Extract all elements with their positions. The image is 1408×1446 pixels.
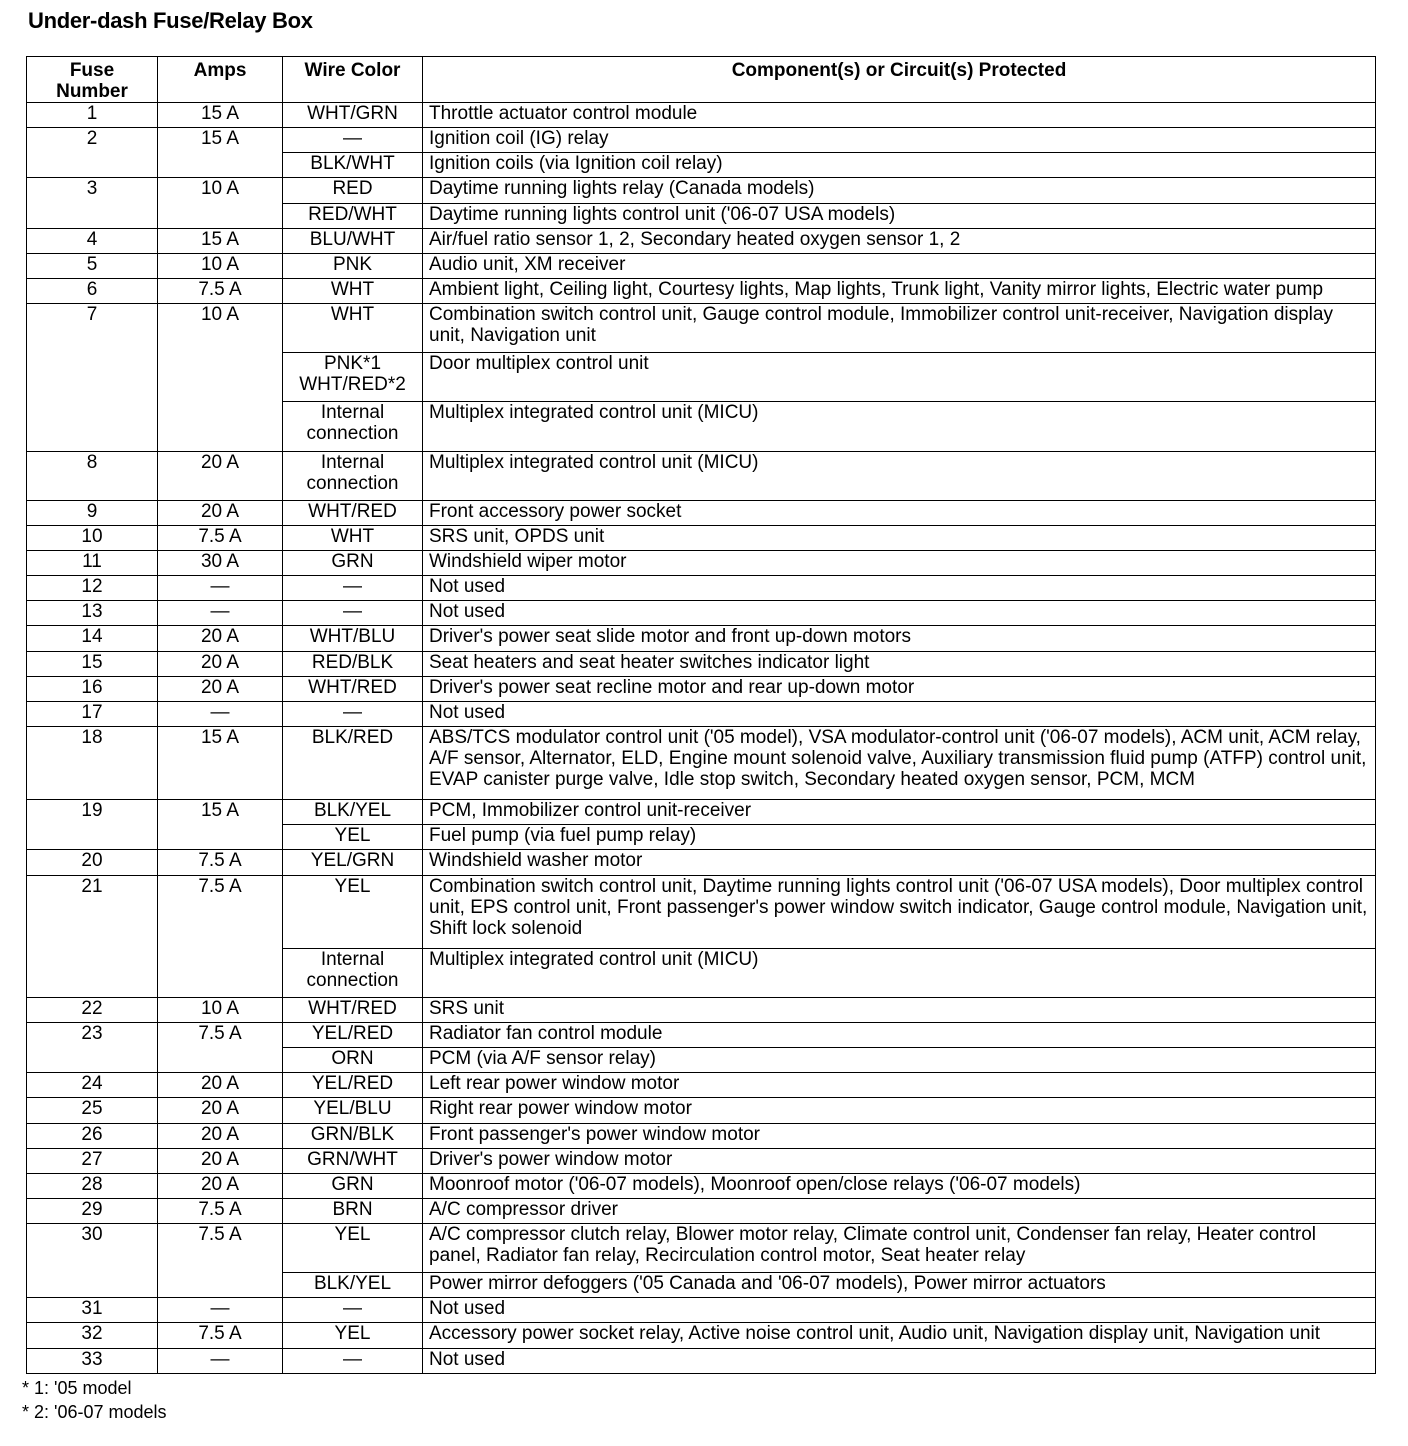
- fuse-number-cell: 14: [27, 626, 158, 651]
- component-cell: Windshield washer motor: [423, 850, 1376, 875]
- table-row: [27, 550, 1376, 575]
- wire-color-cell: —: [283, 1298, 423, 1323]
- wire-color-cell: —: [283, 701, 423, 726]
- wire-color-cell: WHT: [283, 278, 423, 303]
- wire-color-cell: YEL/RED: [283, 1073, 423, 1098]
- component-cell: Audio unit, XM receiver: [423, 253, 1376, 278]
- component-cell: Power mirror defoggers ('05 Canada and '06-07 models), Power mirror actuators: [423, 1273, 1376, 1298]
- wire-color-cell: PNK: [283, 253, 423, 278]
- amps-cell: 20 A: [158, 1148, 283, 1173]
- fuse-number-cell: 29: [27, 1198, 158, 1223]
- wire-color-cell: Internal connection: [283, 948, 423, 997]
- component-cell: Daytime running lights relay (Canada models): [423, 178, 1376, 203]
- table-row: [27, 997, 1376, 1022]
- amps-cell: 15 A: [158, 726, 283, 799]
- fuse-number-cell: 11: [27, 550, 158, 575]
- fuse-number-cell: 9: [27, 500, 158, 525]
- wire-color-cell: WHT/BLU: [283, 626, 423, 651]
- header-amps: Amps: [158, 57, 283, 103]
- wire-color-cell: PNK*1 WHT/RED*2: [283, 353, 423, 402]
- fuse-number-cell: 28: [27, 1173, 158, 1198]
- wire-color-cell: —: [283, 601, 423, 626]
- amps-cell: 7.5 A: [158, 1022, 283, 1072]
- fuse-table: [26, 56, 1376, 1374]
- table-row: [27, 601, 1376, 626]
- table-row: [27, 1224, 1376, 1273]
- component-cell: Multiplex integrated control unit (MICU): [423, 402, 1376, 451]
- wire-color-cell: BLK/WHT: [283, 153, 423, 178]
- wire-color-cell: ORN: [283, 1048, 423, 1073]
- wire-color-cell: WHT/RED: [283, 500, 423, 525]
- component-cell: ABS/TCS modulator control unit ('05 model), VSA modulator-control unit ('06-07 models), ACM unit, ACM relay, A/F sensor, Alternator, ELD, Engine mount solenoid valve, Auxiliary transmission fluid pump (ATFP) control unit, EVAP canister purge valve, Idle stop switch, Secondary heated oxygen sensor, PCM, MCM: [423, 726, 1376, 799]
- amps-cell: 20 A: [158, 676, 283, 701]
- component-cell: Air/fuel ratio sensor 1, 2, Secondary heated oxygen sensor 1, 2: [423, 228, 1376, 253]
- amps-cell: 20 A: [158, 1098, 283, 1123]
- component-cell: Daytime running lights control unit ('06-07 USA models): [423, 203, 1376, 228]
- wire-color-cell: WHT/RED: [283, 997, 423, 1022]
- component-cell: Not used: [423, 1298, 1376, 1323]
- table-row: [27, 103, 1376, 128]
- table-row: [27, 651, 1376, 676]
- amps-cell: 15 A: [158, 128, 283, 178]
- amps-cell: 7.5 A: [158, 525, 283, 550]
- wire-color-cell: GRN/BLK: [283, 1123, 423, 1148]
- wire-color-cell: YEL/BLU: [283, 1098, 423, 1123]
- wire-color-cell: —: [283, 128, 423, 153]
- wire-color-cell: BLK/YEL: [283, 800, 423, 825]
- component-cell: SRS unit, OPDS unit: [423, 525, 1376, 550]
- component-cell: Driver's power seat slide motor and front up-down motors: [423, 626, 1376, 651]
- wire-color-cell: WHT/RED: [283, 676, 423, 701]
- table-row: [27, 701, 1376, 726]
- amps-cell: 20 A: [158, 1173, 283, 1198]
- amps-cell: 7.5 A: [158, 1323, 283, 1348]
- fuse-number-cell: 4: [27, 228, 158, 253]
- fuse-number-cell: 21: [27, 875, 158, 997]
- component-cell: A/C compressor clutch relay, Blower motor relay, Climate control unit, Condenser fan relay, Heater control panel, Radiator fan relay, Recirculation control motor, Seat heater relay: [423, 1224, 1376, 1273]
- table-row: [27, 500, 1376, 525]
- wire-color-cell: Internal connection: [283, 402, 423, 451]
- table-row: [27, 228, 1376, 253]
- fuse-number-cell: 22: [27, 997, 158, 1022]
- amps-cell: —: [158, 1298, 283, 1323]
- table-row: [27, 128, 1376, 153]
- component-cell: Radiator fan control module: [423, 1022, 1376, 1047]
- component-cell: PCM (via A/F sensor relay): [423, 1048, 1376, 1073]
- amps-cell: 20 A: [158, 626, 283, 651]
- table-row: [27, 451, 1376, 500]
- fuse-number-cell: 3: [27, 178, 158, 228]
- wire-color-cell: YEL: [283, 1224, 423, 1273]
- component-cell: Accessory power socket relay, Active noise control unit, Audio unit, Navigation display unit, Navigation unit: [423, 1323, 1376, 1348]
- fuse-number-cell: 24: [27, 1073, 158, 1098]
- fuse-number-cell: 5: [27, 253, 158, 278]
- table-row: [27, 278, 1376, 303]
- table-row: [27, 1198, 1376, 1223]
- amps-cell: 7.5 A: [158, 850, 283, 875]
- amps-cell: 7.5 A: [158, 278, 283, 303]
- header-component: Component(s) or Circuit(s) Protected: [423, 57, 1376, 103]
- component-cell: SRS unit: [423, 997, 1376, 1022]
- table-row: [27, 525, 1376, 550]
- wire-color-cell: WHT: [283, 525, 423, 550]
- amps-cell: 20 A: [158, 500, 283, 525]
- fuse-number-cell: 6: [27, 278, 158, 303]
- component-cell: Windshield wiper motor: [423, 550, 1376, 575]
- table-row: [27, 1298, 1376, 1323]
- fuse-number-cell: 32: [27, 1323, 158, 1348]
- fuse-table-body: [27, 103, 1376, 1374]
- table-row: [27, 1348, 1376, 1373]
- fuse-number-cell: 10: [27, 525, 158, 550]
- wire-color-cell: YEL/RED: [283, 1022, 423, 1047]
- amps-cell: —: [158, 601, 283, 626]
- component-cell: Not used: [423, 701, 1376, 726]
- amps-cell: 15 A: [158, 800, 283, 850]
- table-row: [27, 304, 1376, 353]
- table-row: [27, 626, 1376, 651]
- component-cell: Throttle actuator control module: [423, 103, 1376, 128]
- wire-color-cell: —: [283, 576, 423, 601]
- footnote: * 1: '05 model: [22, 1378, 132, 1398]
- amps-cell: 20 A: [158, 1073, 283, 1098]
- amps-cell: 7.5 A: [158, 875, 283, 997]
- fuse-number-cell: 26: [27, 1123, 158, 1148]
- amps-cell: 20 A: [158, 451, 283, 500]
- wire-color-cell: —: [283, 1348, 423, 1373]
- amps-cell: —: [158, 1348, 283, 1373]
- amps-cell: 20 A: [158, 1123, 283, 1148]
- wire-color-cell: RED: [283, 178, 423, 203]
- table-header-row: [27, 57, 1376, 103]
- header-fuse-number: Fuse Number: [27, 57, 158, 103]
- table-row: [27, 1148, 1376, 1173]
- fuse-number-cell: 7: [27, 304, 158, 451]
- wire-color-cell: Internal connection: [283, 451, 423, 500]
- fuse-number-cell: 20: [27, 850, 158, 875]
- component-cell: Fuel pump (via fuel pump relay): [423, 825, 1376, 850]
- header-wire-color: Wire Color: [283, 57, 423, 103]
- component-cell: Not used: [423, 576, 1376, 601]
- table-row: [27, 1073, 1376, 1098]
- amps-cell: —: [158, 576, 283, 601]
- fuse-number-cell: 8: [27, 451, 158, 500]
- wire-color-cell: BRN: [283, 1198, 423, 1223]
- amps-cell: 20 A: [158, 651, 283, 676]
- table-row: [27, 178, 1376, 203]
- component-cell: Multiplex integrated control unit (MICU): [423, 451, 1376, 500]
- wire-color-cell: RED/WHT: [283, 203, 423, 228]
- component-cell: Combination switch control unit, Gauge control module, Immobilizer control unit-receiver, Navigation display unit, Navigation unit: [423, 304, 1376, 353]
- component-cell: Ambient light, Ceiling light, Courtesy lights, Map lights, Trunk light, Vanity mirror lights, Electric water pump: [423, 278, 1376, 303]
- fuse-number-cell: 2: [27, 128, 158, 178]
- footnote: * 2: '06-07 models: [22, 1402, 167, 1422]
- component-cell: Multiplex integrated control unit (MICU): [423, 948, 1376, 997]
- component-cell: Driver's power seat recline motor and rear up-down motor: [423, 676, 1376, 701]
- wire-color-cell: YEL/GRN: [283, 850, 423, 875]
- fuse-number-cell: 25: [27, 1098, 158, 1123]
- wire-color-cell: BLK/RED: [283, 726, 423, 799]
- amps-cell: 15 A: [158, 103, 283, 128]
- component-cell: Combination switch control unit, Daytime running lights control unit ('06-07 USA models), Door multiplex control unit, EPS control unit, Front passenger's power window switch indicator, Gauge control module, Navigation unit, Shift lock solenoid: [423, 875, 1376, 948]
- wire-color-cell: YEL: [283, 825, 423, 850]
- component-cell: Moonroof motor ('06-07 models), Moonroof open/close relays ('06-07 models): [423, 1173, 1376, 1198]
- fuse-number-cell: 30: [27, 1224, 158, 1298]
- table-row: [27, 1123, 1376, 1148]
- fuse-number-cell: 12: [27, 576, 158, 601]
- amps-cell: —: [158, 701, 283, 726]
- wire-color-cell: WHT: [283, 304, 423, 353]
- amps-cell: 7.5 A: [158, 1224, 283, 1298]
- wire-color-cell: BLK/YEL: [283, 1273, 423, 1298]
- amps-cell: 10 A: [158, 178, 283, 228]
- table-row: [27, 1022, 1376, 1047]
- fuse-number-cell: 13: [27, 601, 158, 626]
- fuse-number-cell: 1: [27, 103, 158, 128]
- amps-cell: 7.5 A: [158, 1198, 283, 1223]
- table-row: [27, 676, 1376, 701]
- page-title: Under-dash Fuse/Relay Box: [28, 8, 313, 33]
- wire-color-cell: GRN/WHT: [283, 1148, 423, 1173]
- table-row: [27, 1173, 1376, 1198]
- amps-cell: 10 A: [158, 253, 283, 278]
- component-cell: Left rear power window motor: [423, 1073, 1376, 1098]
- component-cell: Driver's power window motor: [423, 1148, 1376, 1173]
- component-cell: Front accessory power socket: [423, 500, 1376, 525]
- fuse-number-cell: 16: [27, 676, 158, 701]
- wire-color-cell: YEL: [283, 1323, 423, 1348]
- wire-color-cell: GRN: [283, 1173, 423, 1198]
- table-row: [27, 850, 1376, 875]
- component-cell: A/C compressor driver: [423, 1198, 1376, 1223]
- fuse-number-cell: 19: [27, 800, 158, 850]
- fuse-number-cell: 31: [27, 1298, 158, 1323]
- component-cell: Ignition coil (IG) relay: [423, 128, 1376, 153]
- fuse-number-cell: 23: [27, 1022, 158, 1072]
- fuse-number-cell: 15: [27, 651, 158, 676]
- table-row: [27, 253, 1376, 278]
- fuse-number-cell: 33: [27, 1348, 158, 1373]
- component-cell: Front passenger's power window motor: [423, 1123, 1376, 1148]
- component-cell: PCM, Immobilizer control unit-receiver: [423, 800, 1376, 825]
- table-row: [27, 1098, 1376, 1123]
- wire-color-cell: GRN: [283, 550, 423, 575]
- amps-cell: 30 A: [158, 550, 283, 575]
- fuse-number-cell: 17: [27, 701, 158, 726]
- wire-color-cell: BLU/WHT: [283, 228, 423, 253]
- table-row: [27, 1323, 1376, 1348]
- component-cell: Ignition coils (via Ignition coil relay): [423, 153, 1376, 178]
- fuse-number-cell: 18: [27, 726, 158, 799]
- component-cell: Door multiplex control unit: [423, 353, 1376, 402]
- component-cell: Right rear power window motor: [423, 1098, 1376, 1123]
- footnotes: [22, 1376, 167, 1424]
- component-cell: Not used: [423, 1348, 1376, 1373]
- amps-cell: 15 A: [158, 228, 283, 253]
- amps-cell: 10 A: [158, 997, 283, 1022]
- wire-color-cell: WHT/GRN: [283, 103, 423, 128]
- table-row: [27, 800, 1376, 825]
- wire-color-cell: YEL: [283, 875, 423, 948]
- component-cell: Seat heaters and seat heater switches indicator light: [423, 651, 1376, 676]
- table-row: [27, 726, 1376, 799]
- table-row: [27, 875, 1376, 948]
- table-row: [27, 576, 1376, 601]
- fuse-number-cell: 27: [27, 1148, 158, 1173]
- amps-cell: 10 A: [158, 304, 283, 451]
- component-cell: Not used: [423, 601, 1376, 626]
- wire-color-cell: RED/BLK: [283, 651, 423, 676]
